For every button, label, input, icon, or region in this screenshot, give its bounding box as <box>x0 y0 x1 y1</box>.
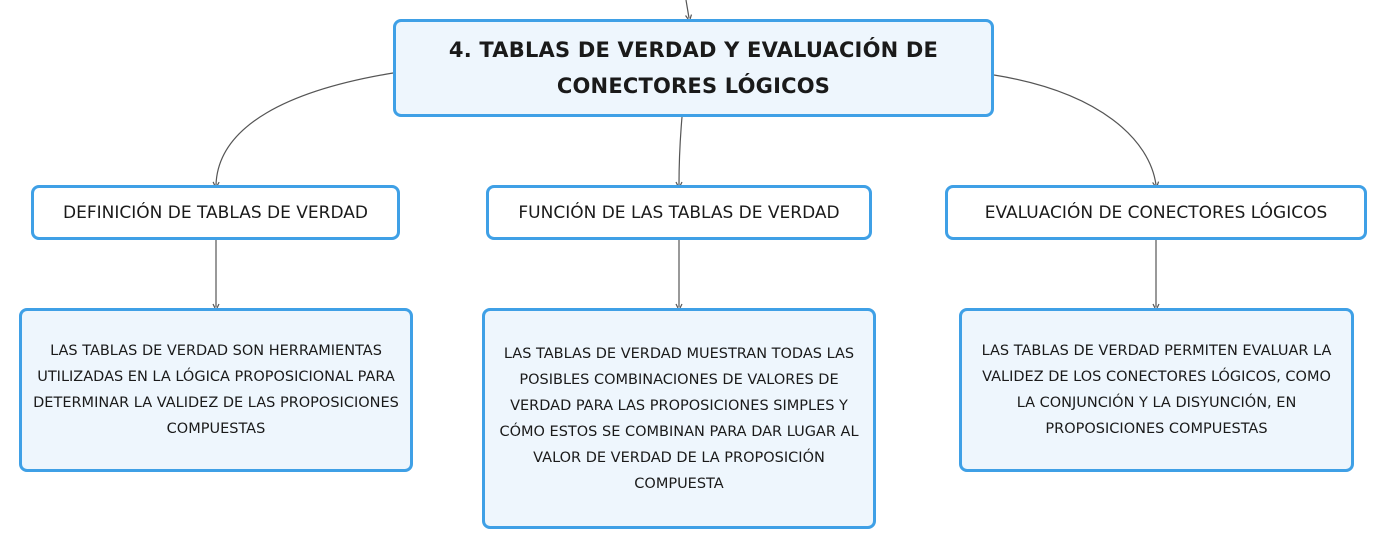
detail-text-evaluacion: LAS TABLAS DE VERDAD PERMITEN EVALUAR LA VALIDEZ DE LOS CONECTORES LÓGICOS, COMO LA CONJUNCIÓN Y LA DISYUNCIÓN, EN PROPOSICIONES COMPUESTAS <box>981 343 1332 437</box>
branch-label-definicion: DEFINICIÓN DE TABLAS DE VERDAD <box>63 202 368 223</box>
detail-text-definicion: LAS TABLAS DE VERDAD SON HERRAMIENTAS UTILIZADAS EN LA LÓGICA PROPOSICIONAL PARA DETERMINAR LA VALIDEZ DE LAS PROPOSICIONES COMPUESTAS <box>33 343 399 437</box>
branch-label-funcion: FUNCIÓN DE LAS TABLAS DE VERDAD <box>518 202 840 223</box>
branch-node-definicion[interactable] <box>31 185 400 240</box>
branch-node-evaluacion[interactable] <box>945 185 1367 240</box>
root-topic-label: 4. TABLAS DE VERDAD Y EVALUACIÓN DE CONECTORES LÓGICOS <box>448 38 939 98</box>
connector-parent-to-root <box>686 0 689 18</box>
connector-root-to-evaluacion <box>994 75 1156 185</box>
detail-node-evaluacion[interactable] <box>959 308 1354 472</box>
detail-text-funcion: LAS TABLAS DE VERDAD MUESTRAN TODAS LAS POSIBLES COMBINACIONES DE VALORES DE VERDAD PARA LAS PROPOSICIONES SIMPLES Y CÓMO ESTOS SE COMBINAN PARA DAR LUGAR AL VALOR DE VERDAD DE LA PROPOSICIÓN COMPUESTA <box>499 345 859 492</box>
branch-node-funcion[interactable] <box>486 185 872 240</box>
connector-root-to-definicion <box>216 73 393 185</box>
branch-label-evaluacion: EVALUACIÓN DE CONECTORES LÓGICOS <box>984 202 1328 223</box>
connector-root-to-funcion <box>679 117 682 185</box>
detail-node-definicion[interactable] <box>19 308 413 472</box>
root-topic-node[interactable] <box>393 19 994 117</box>
detail-node-funcion[interactable] <box>482 308 876 529</box>
